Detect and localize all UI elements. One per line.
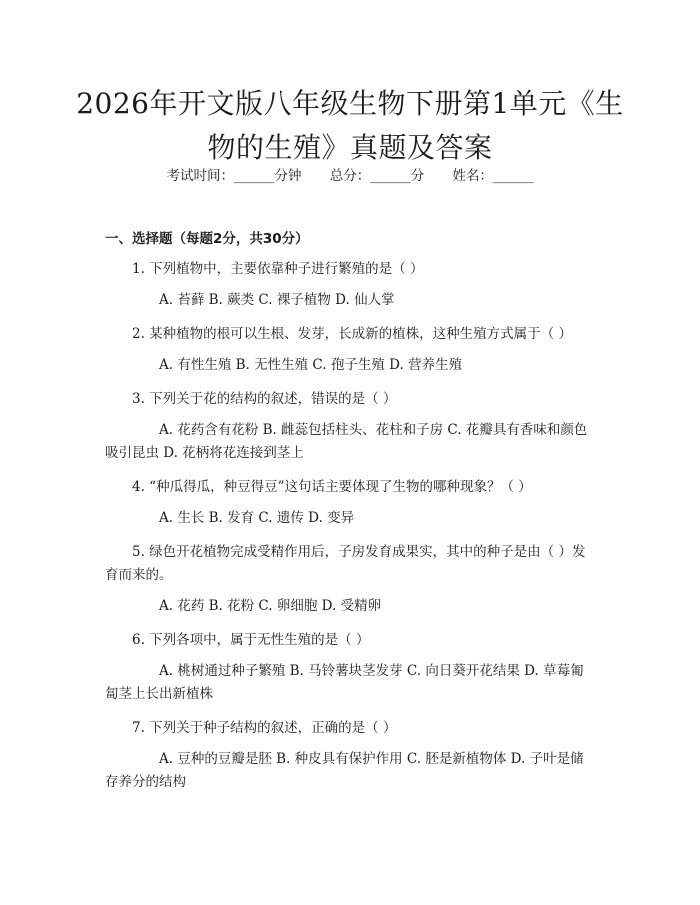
title-line-2: 物的生殖》真题及答案 (207, 131, 493, 164)
question-stem: 7. 下列关于种子结构的叙述，正确的是（ ） (132, 720, 397, 736)
question-stem: 5. 绿色开花植物完成受精作用后，子房发育成果实，其中的种子是由（ ）发育而来的。 (105, 544, 586, 583)
question-options: A. 花药含有花粉 B. 雌蕊包括柱头、花柱和子房 C. 花瓣具有香味和颜色吸引昆虫 D. 花柄将花连接到茎上 (105, 422, 588, 461)
exam-info-row (0, 166, 700, 186)
document-title (60, 82, 640, 170)
question-stem: 4. “种瓜得瓜，种豆得豆”这句话主要体现了生物的哪种现象？（ ） (132, 479, 532, 495)
question-item (105, 476, 595, 530)
question-item (105, 629, 595, 706)
question-stem: 6. 下列各项中，属于无性生殖的是（ ） (132, 632, 370, 648)
question-stem: 2. 某种植物的根可以生根、发芽，长成新的植株，这种生殖方式属于（ ） (132, 326, 572, 342)
question-options: A. 豆种的豆瓣是胚 B. 种皮具有保护作用 C. 胚是新植物体 D. 子叶是储存养分的结构 (105, 751, 584, 790)
question-item (105, 258, 595, 312)
question-item (105, 323, 595, 377)
question-stem: 1. 下列植物中，主要依靠种子进行繁殖的是（ ） (132, 261, 424, 277)
section-heading: 一、选择题（每题2分，共30分） (105, 231, 309, 247)
title-line-1: 2026年开文版八年级生物下册第1单元《生 (76, 87, 624, 120)
question-item (105, 388, 595, 465)
question-item (105, 541, 595, 618)
question-item (105, 717, 595, 794)
total-score-field: 总分：______分 (329, 168, 425, 184)
student-name-field: 姓名：______ (452, 168, 534, 184)
question-options: A. 桃树通过种子繁殖 B. 马铃薯块茎发芽 C. 向日葵开花结果 D. 草莓匍匐茎上长出新植株 (105, 663, 584, 702)
question-options: A. 有性生殖 B. 无性生殖 C. 孢子生殖 D. 营养生殖 (159, 357, 463, 373)
question-stem: 3. 下列关于花的结构的叙述，错误的是（ ） (132, 391, 397, 407)
question-options: A. 生长 B. 发育 C. 遗传 D. 变异 (159, 510, 355, 526)
question-options: A. 花药 B. 花粉 C. 卵细胞 D. 受精卵 (159, 598, 382, 614)
question-options: A. 苔藓 B. 蕨类 C. 裸子植物 D. 仙人掌 (159, 292, 395, 308)
exam-time-field: 考试时间：______分钟 (166, 168, 302, 184)
question-list (105, 258, 595, 805)
